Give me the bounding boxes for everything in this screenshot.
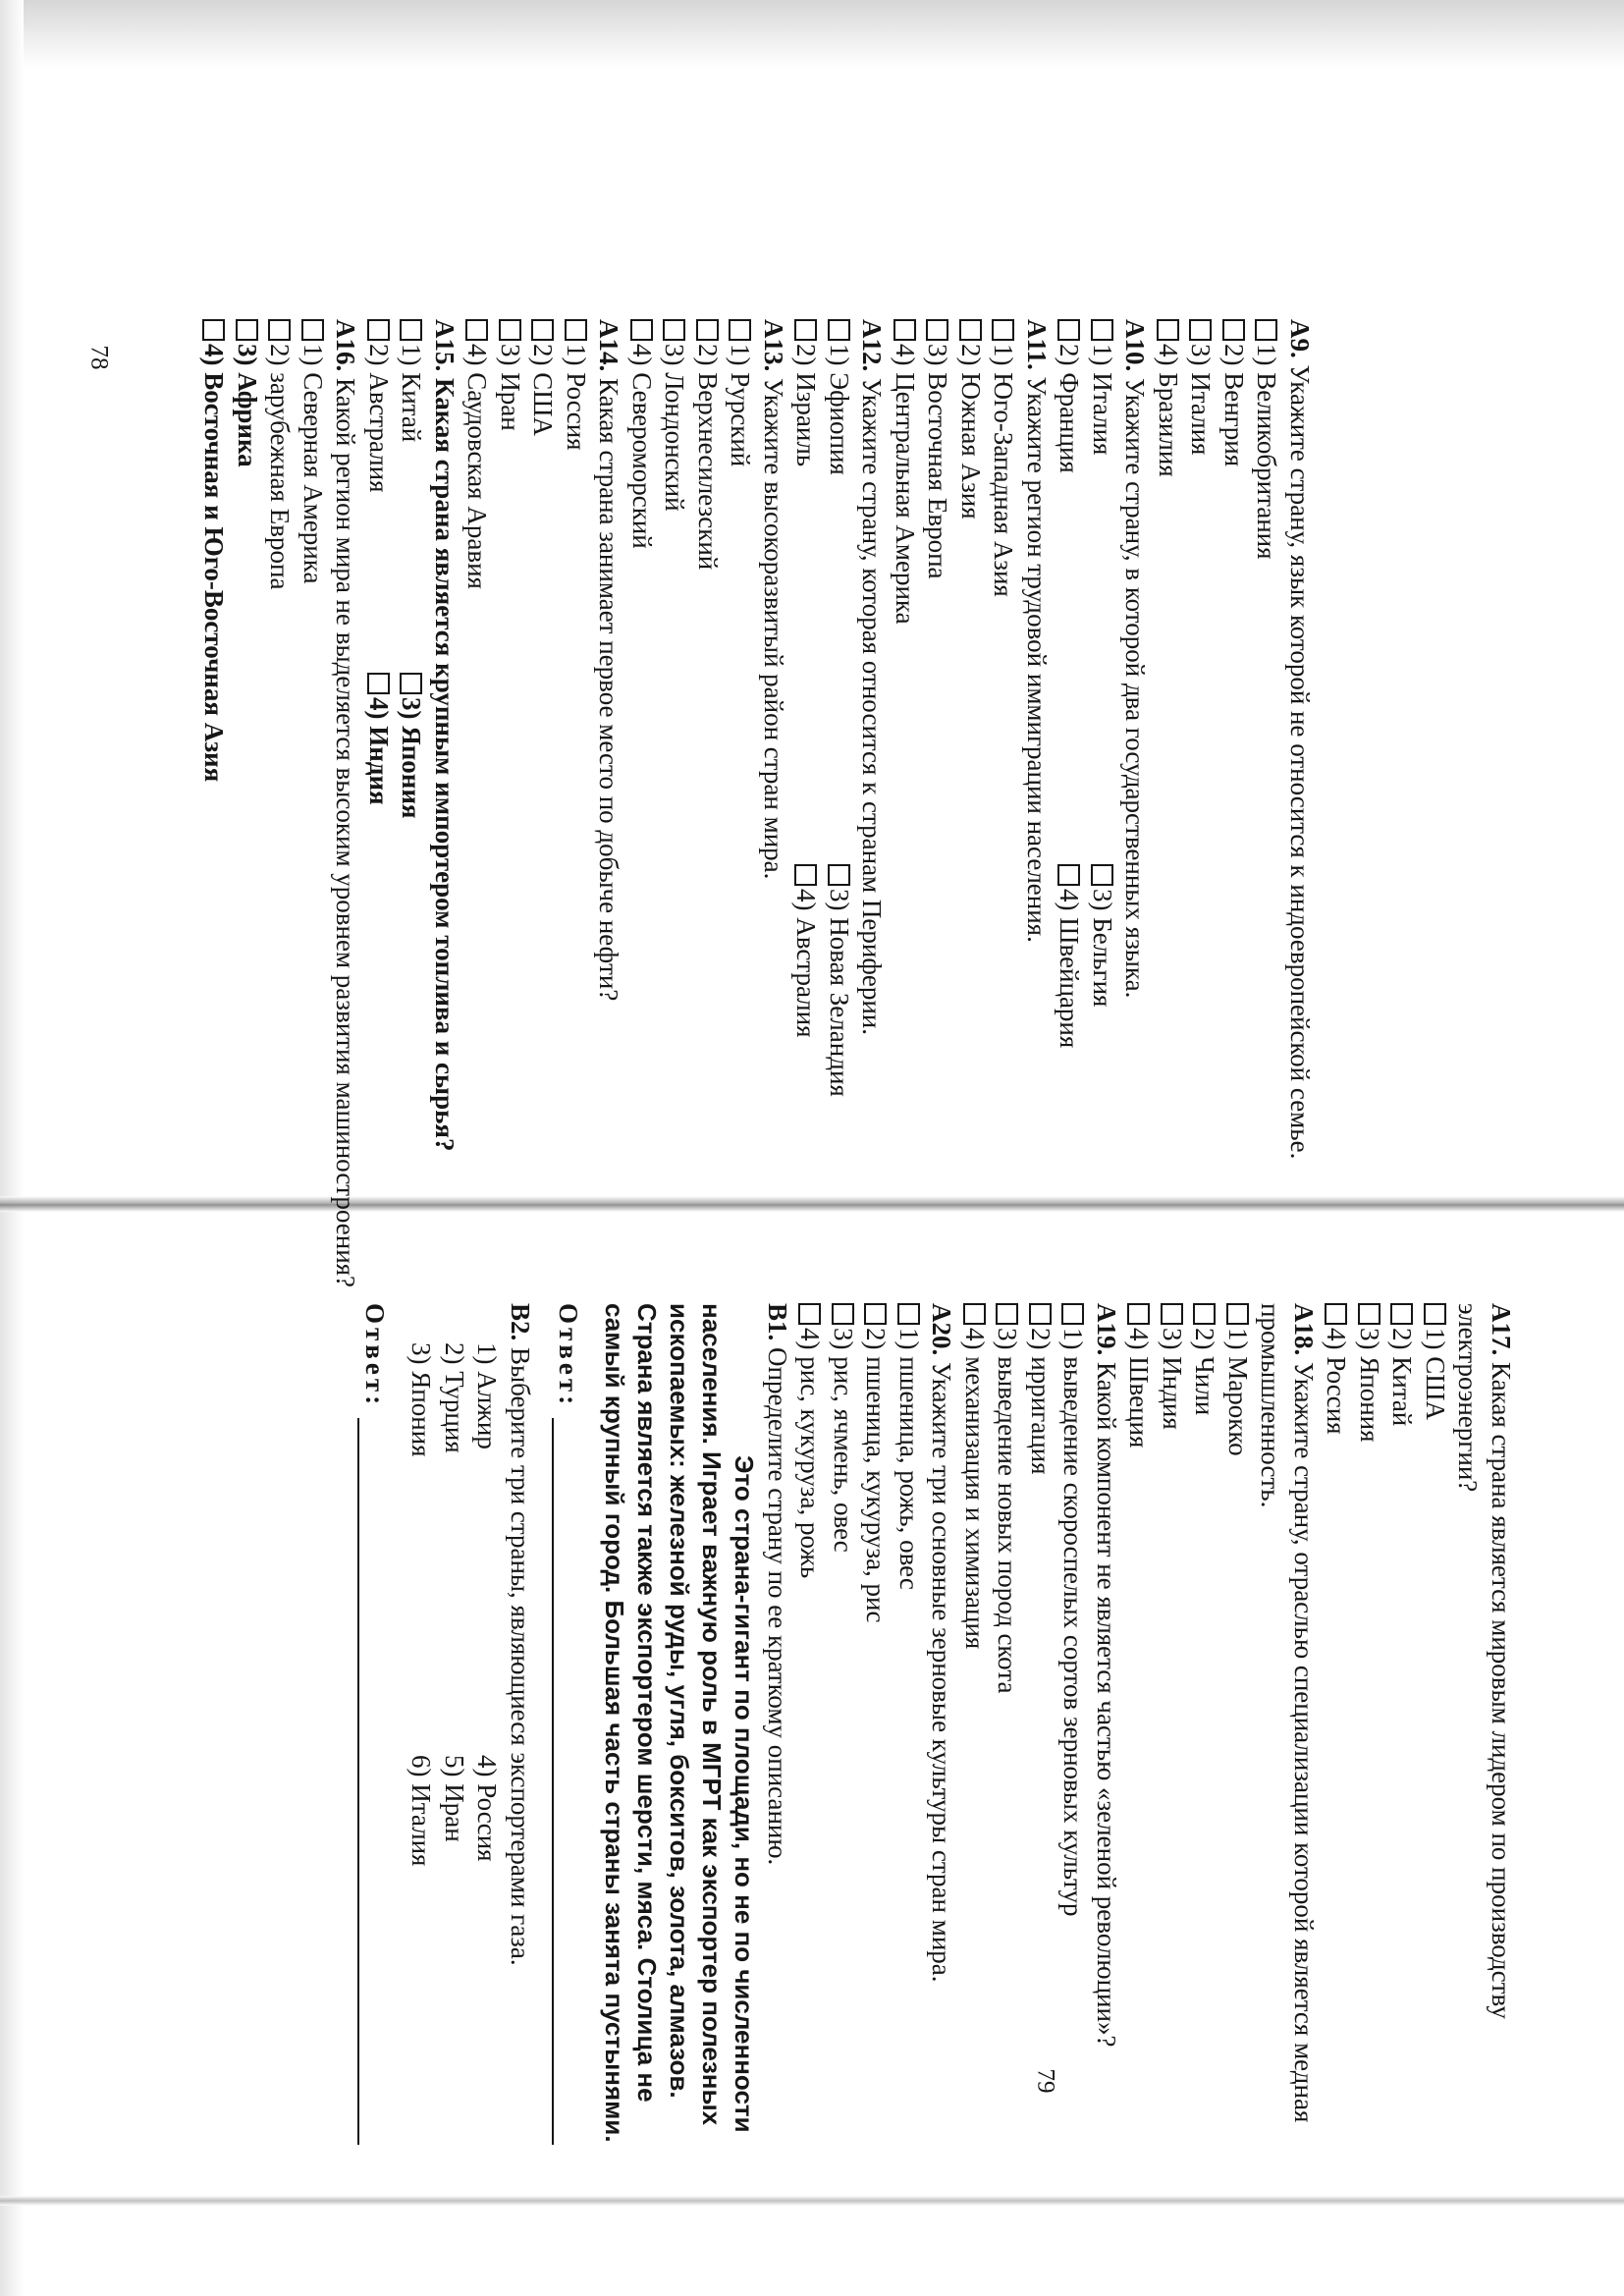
option[interactable]: 3) Италия — [1184, 319, 1218, 1360]
checkbox[interactable] — [1358, 1303, 1380, 1325]
option[interactable]: 3) Лондонский — [658, 319, 691, 1360]
option[interactable]: 1) пшеница, рожь, овес — [893, 1303, 926, 2167]
checkbox[interactable] — [963, 1303, 986, 1325]
option[interactable]: 4) Центральная Америка — [889, 319, 922, 1360]
country-description: Это страна-гигант по площади, но не по численности населения. Играет важную роль в МГРТ как экспортер полезных ископаемых: железной руды, угля, бокситов, золота, алмазов. Страна является также экспортером шерсти, мяса. Столица не самый крупный город. Большая часть страны занята пустынями. — [600, 1303, 760, 2143]
option[interactable]: 2) Израиль — [789, 319, 823, 864]
option[interactable]: 3) Индия — [1156, 1303, 1189, 2167]
page-number-78: 78 — [85, 345, 113, 370]
question-b2: В2. Выберите три страны, являющиеся экспортерами газа. — [506, 1303, 535, 1966]
answer-field-b1[interactable]: Ответ: — [552, 1303, 585, 2167]
question-a11: А11. Укажите регион трудовой иммиграции населения. — [1022, 319, 1052, 943]
question-b1: В1. Определите страну по ее краткому описанию. — [763, 1303, 792, 1866]
checkbox[interactable] — [1057, 319, 1080, 341]
checkbox[interactable] — [1091, 319, 1113, 341]
option[interactable]: 4) Швейцария — [1053, 864, 1086, 1048]
checkbox[interactable] — [893, 319, 916, 341]
option[interactable]: 2) Австралия — [362, 319, 396, 673]
checkbox[interactable] — [268, 319, 291, 341]
option[interactable]: 4) рис, кукуруза, рожь — [793, 1303, 827, 2167]
option[interactable]: 4) Восточная и Юго-Восточная Азия — [197, 319, 231, 1360]
option[interactable]: 2) Венгрия — [1218, 319, 1251, 1360]
option[interactable]: 4) Индия — [362, 673, 396, 805]
scan-shadow-top — [0, 0, 1624, 69]
option[interactable]: 2) Китай — [1385, 1303, 1419, 2167]
checkbox[interactable] — [696, 319, 719, 341]
checkbox[interactable] — [1091, 864, 1113, 886]
option[interactable]: 1) Марокко — [1221, 1303, 1255, 2167]
b2-options: 1) Алжир 2) Турция 3) Япония 4) Россия 5) Иран 6) Италия — [406, 1342, 503, 1867]
checkbox[interactable] — [367, 319, 390, 341]
page-edge — [0, 2196, 1624, 2206]
checkbox[interactable] — [926, 319, 948, 341]
option[interactable]: 1) Россия — [560, 319, 593, 1360]
page-number-79: 79 — [1032, 2068, 1059, 2094]
option[interactable]: 2) зарубежная Европа — [263, 319, 297, 1360]
option[interactable]: 4) Россия — [1320, 1303, 1353, 2167]
question-a12: А12. Укажите страну, которая относится к странам Периферии. — [857, 319, 888, 1035]
option[interactable]: 1) Рурский — [724, 319, 757, 1360]
question-a16: А16. Какой регион мира не выделяется высоким уровнем развития машиностроения? — [331, 319, 361, 1288]
question-a15: А15. Какая страна является крупным импортером топлива и сырья? — [430, 319, 460, 1152]
checkbox[interactable] — [630, 319, 653, 341]
checkbox[interactable] — [236, 319, 258, 341]
page-78 — [98, 319, 1316, 1360]
answer-line[interactable] — [552, 1418, 577, 2145]
question-a10: А10. Укажите страну, в которой два государственных языка. — [1120, 319, 1151, 999]
option[interactable]: 3) Япония — [395, 673, 428, 819]
checkbox[interactable] — [959, 319, 982, 341]
option[interactable]: 1) Эфиопия — [823, 319, 856, 864]
option[interactable]: 3) Бельгия — [1086, 864, 1119, 1007]
scan-shadow-left — [0, 0, 24, 2296]
checkbox[interactable] — [400, 319, 422, 341]
checkbox[interactable] — [1189, 319, 1212, 341]
checkbox[interactable] — [367, 673, 390, 694]
checkbox[interactable] — [1193, 1303, 1216, 1325]
option[interactable]: 4) Североморский — [625, 319, 659, 1360]
checkbox[interactable] — [897, 1303, 920, 1325]
option[interactable]: 2) Чили — [1188, 1303, 1221, 2167]
option[interactable]: 4) Швеция — [1122, 1303, 1156, 2167]
option[interactable]: 1) Северная Америка — [297, 319, 330, 1360]
checkbox[interactable] — [828, 864, 850, 886]
question-a9: А9. Укажите страну, язык которой не относится к индоевропейской семье. — [1285, 319, 1315, 1160]
page-79 — [123, 1303, 1517, 2167]
option[interactable]: 4) Австралия — [789, 864, 823, 1038]
option[interactable]: 1) Китай — [395, 319, 428, 673]
option[interactable]: 1) Великобритания — [1250, 319, 1283, 1360]
checkbox[interactable] — [794, 864, 817, 886]
option[interactable]: 1) США — [1419, 1303, 1452, 2167]
option[interactable]: 3) Япония — [1353, 1303, 1386, 2167]
option[interactable]: 2) ирригация — [1024, 1303, 1057, 2167]
option[interactable]: 3) рис, ячмень, овес — [827, 1303, 860, 2167]
checkbox[interactable] — [729, 319, 751, 341]
checkbox[interactable] — [1325, 1303, 1347, 1325]
answer-line[interactable] — [358, 1418, 384, 2145]
question-a18: А18. Укажите страну, отраслью специализации которой является медная промышленность. — [1256, 1303, 1319, 2123]
checkbox[interactable] — [798, 1303, 821, 1325]
checkbox[interactable] — [499, 319, 521, 341]
option[interactable]: 2) пшеница, кукуруза, рис — [859, 1303, 893, 2167]
option[interactable]: 2) Верхнесилезский — [691, 319, 725, 1360]
checkbox[interactable] — [1161, 1303, 1183, 1325]
question-a20: А20. Укажите три основные зерновые культуры стран мира. — [927, 1303, 957, 1983]
checkbox[interactable] — [794, 319, 817, 341]
option[interactable]: 2) Франция — [1053, 319, 1086, 864]
checkbox[interactable] — [1057, 864, 1080, 886]
question-a17: А17. Какая страна является мировым лидером по производству электроэнергии? — [1453, 1303, 1516, 2019]
checkbox[interactable] — [1390, 1303, 1413, 1325]
checkbox[interactable] — [992, 319, 1014, 341]
option[interactable]: 1) выведение скороспелых сортов зерновых культур — [1056, 1303, 1090, 2167]
checkbox[interactable] — [301, 319, 324, 341]
question-a14: А14. Какая страна занимает первое место по добыче нефти? — [594, 319, 624, 1002]
checkbox[interactable] — [1424, 1303, 1446, 1325]
checkbox[interactable] — [1222, 319, 1245, 341]
answer-field-b2[interactable]: Ответ: — [358, 1303, 392, 2167]
checkbox[interactable] — [1255, 319, 1277, 341]
option[interactable]: 2) Южная Азия — [954, 319, 988, 1360]
option[interactable]: 3) Африка — [231, 319, 264, 1360]
option[interactable]: 3) выведение новых пород скота — [991, 1303, 1024, 2167]
checkbox[interactable] — [1226, 1303, 1249, 1325]
question-a13: А13. Укажите высокоразвитый район стран мира. — [759, 319, 788, 880]
checkbox[interactable] — [465, 319, 488, 341]
option[interactable]: 4) механизация и химизация — [958, 1303, 992, 2167]
option[interactable]: 1) Юго-Западная Азия — [987, 319, 1020, 1360]
checkbox[interactable] — [828, 319, 850, 341]
checkbox[interactable] — [565, 319, 587, 341]
option[interactable]: 2) США — [526, 319, 560, 1360]
option[interactable]: 1) Италия — [1086, 319, 1119, 864]
question-a19: А19. Какой компонент не является частью «зеленой революции»? — [1092, 1303, 1121, 2048]
checkbox[interactable] — [1157, 319, 1179, 341]
checkbox[interactable] — [864, 1303, 887, 1325]
checkbox[interactable] — [1061, 1303, 1084, 1325]
checkbox[interactable] — [832, 1303, 854, 1325]
checkbox[interactable] — [400, 673, 422, 694]
checkbox[interactable] — [1029, 1303, 1052, 1325]
option[interactable]: 4) Бразилия — [1152, 319, 1185, 1360]
option[interactable]: 3) Новая Зеландия — [823, 864, 856, 1097]
checkbox[interactable] — [996, 1303, 1018, 1325]
option[interactable]: 4) Саудовская Аравия — [460, 319, 494, 1360]
checkbox[interactable] — [202, 319, 225, 341]
option[interactable]: 3) Иран — [494, 319, 527, 1360]
option[interactable]: 3) Восточная Европа — [921, 319, 954, 1360]
checkbox[interactable] — [531, 319, 554, 341]
checkbox[interactable] — [663, 319, 685, 341]
checkbox[interactable] — [1127, 1303, 1150, 1325]
